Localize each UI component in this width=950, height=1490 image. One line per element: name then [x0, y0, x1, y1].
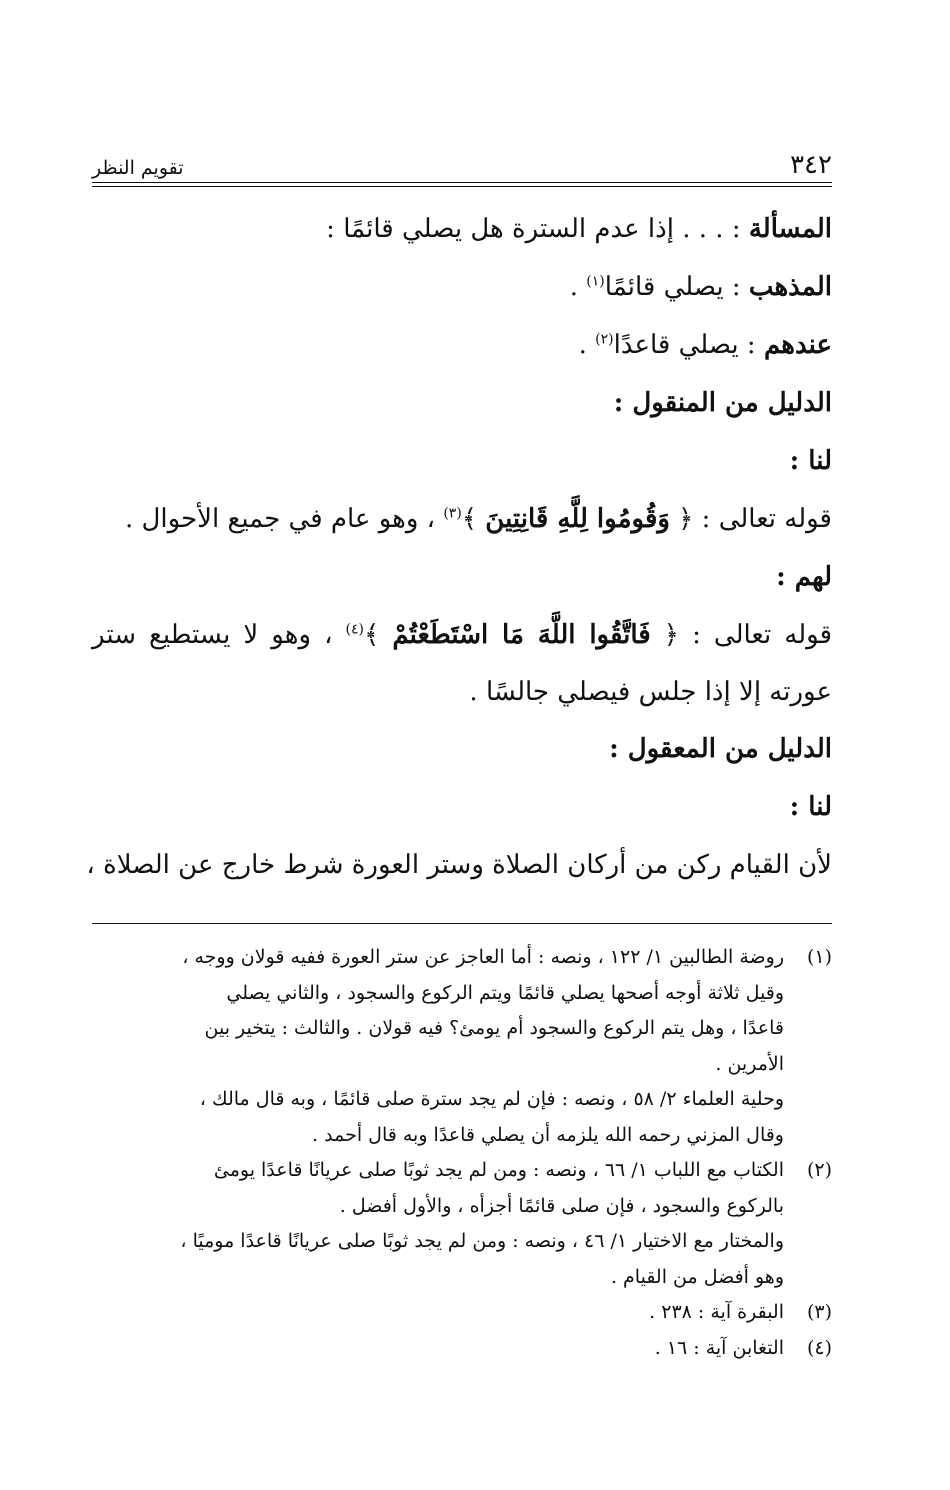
opponents-line [92, 316, 832, 374]
footnote-2-line-3: والمختار مع الاختيار ١/ ٤٦ ، ونصه : ومن لم يجد ثوبًا صلى عريانًا قاعدًا موميًا ، [180, 1230, 784, 1252]
footnote-1-line-5: وحلية العلماء ٢/ ٥٨ ، ونصه : فإن لم يجد سترة صلى قائمًا ، وبه قال مالك ، [199, 1088, 784, 1110]
opponents-label: عندهم [763, 330, 832, 360]
page-number: ٣٤٢ [790, 150, 832, 180]
heading-rational-evidence: الدليل من المعقول : [609, 734, 832, 764]
footnote-3-number: (٣) [806, 1301, 832, 1323]
header-rule [92, 182, 832, 183]
heading-for-us: لنا : [789, 446, 832, 476]
issue-line [92, 200, 832, 258]
issue-label: المسألة [748, 214, 832, 244]
footnote-1-line-4: الأمرين . [715, 1052, 784, 1075]
madhhab-label: المذهب [748, 272, 832, 302]
footnote-2-line-4: وهو أفضل من القيام . [610, 1265, 784, 1288]
verse-2-post: ﴾ [364, 620, 393, 650]
running-header [92, 142, 832, 178]
issue-text: : . . . إذا عدم السترة هل يصلي قائمًا : [326, 214, 749, 244]
footnote-1-line-3: قاعدًا ، وهل يتم الركوع والسجود أم يومئ؟ فيه قولان . والثالث : يتخير بين [204, 1017, 784, 1039]
heading-transmitted-evidence: الدليل من المنقول : [613, 388, 832, 418]
footnote-ref-2: (٢) [595, 331, 614, 348]
verse-line-1 [92, 490, 832, 548]
heading-for-us-2: لنا : [789, 792, 832, 822]
footnote-separator [92, 923, 832, 924]
verse-1-text: وَقُومُوا لِلَّهِ قَانِتِينَ [485, 504, 670, 534]
footnote-ref-3: (٣) [443, 505, 462, 522]
verse-2-continuation: عورته إلا إذا جلس فيصلي جالسًا . [469, 677, 832, 707]
footnote-1-line-1 [92, 940, 832, 976]
book-page [86, 0, 833, 1490]
opponents-text: : يصلي قاعدًا [613, 330, 764, 360]
verse-2-end: ، وهو لا يستطيع ستر [92, 620, 346, 650]
madhhab-text: : يصلي قائمًا [604, 272, 749, 302]
footnote-2-line-1 [92, 1153, 832, 1189]
header-rule-thin [92, 186, 832, 187]
verse-1-post: ﴾ [461, 504, 486, 534]
madhhab-line [92, 258, 832, 316]
running-title: تقويم النظر [92, 157, 184, 179]
footnote-4 [92, 1331, 832, 1367]
footnote-2-text: الكتاب مع اللباب ١/ ٦٦ ، ونصه : ومن لم يجد ثوبًا صلى عريانًا قاعدًا يومئ [213, 1159, 784, 1181]
rational-argument-line: لأن القيام ركن من أركان الصلاة وستر العورة شرط خارج عن الصلاة ، [86, 850, 832, 880]
footnote-2-line-2: بالركوع والسجود ، فإن صلى قائمًا أجزأه ، والأول أفضل . [339, 1194, 784, 1217]
footnotes [92, 940, 832, 1366]
verse-line-2 [92, 606, 832, 664]
footnote-1-line-6: وقال المزني رحمه الله يلزمه أن يصلي قاعدًا وبه قال أحمد . [312, 1123, 784, 1146]
footnote-1-text: روضة الطالبين ١/ ١٢٢ ، ونصه : أما العاجز عن ستر العورة ففيه قولان ووجه ، [182, 946, 784, 968]
footnote-1-number: (١) [806, 946, 832, 968]
heading-for-them: لهم : [776, 562, 832, 592]
footnote-3-text: البقرة آية : ٢٣٨ . [649, 1301, 784, 1323]
verse-1-end: ، وهو عام في جميع الأحوال . [125, 504, 444, 534]
opponents-end: . [578, 330, 596, 360]
footnote-2-number: (٢) [806, 1159, 832, 1181]
footnote-ref-4: (٤) [345, 621, 365, 638]
madhhab-end: . [569, 272, 587, 302]
footnote-3 [92, 1295, 832, 1331]
verse-2-pre: قوله تعالى : ﴿ [650, 620, 833, 650]
footnote-ref-1: (١) [586, 273, 605, 290]
main-text [86, 200, 833, 894]
verse-1-pre: قوله تعالى : ﴿ [669, 504, 832, 534]
verse-2-text: فَاتَّقُوا اللَّهَ مَا اسْتَطَعْتُمْ [392, 620, 651, 650]
footnote-4-number: (٤) [806, 1336, 832, 1359]
footnote-1-line-2: وقيل ثلاثة أوجه أصحها يصلي قائمًا ويتم الركوع والسجود ، والثاني يصلي [226, 981, 784, 1004]
footnote-4-text: التغابن آية : ١٦ . [654, 1336, 784, 1359]
